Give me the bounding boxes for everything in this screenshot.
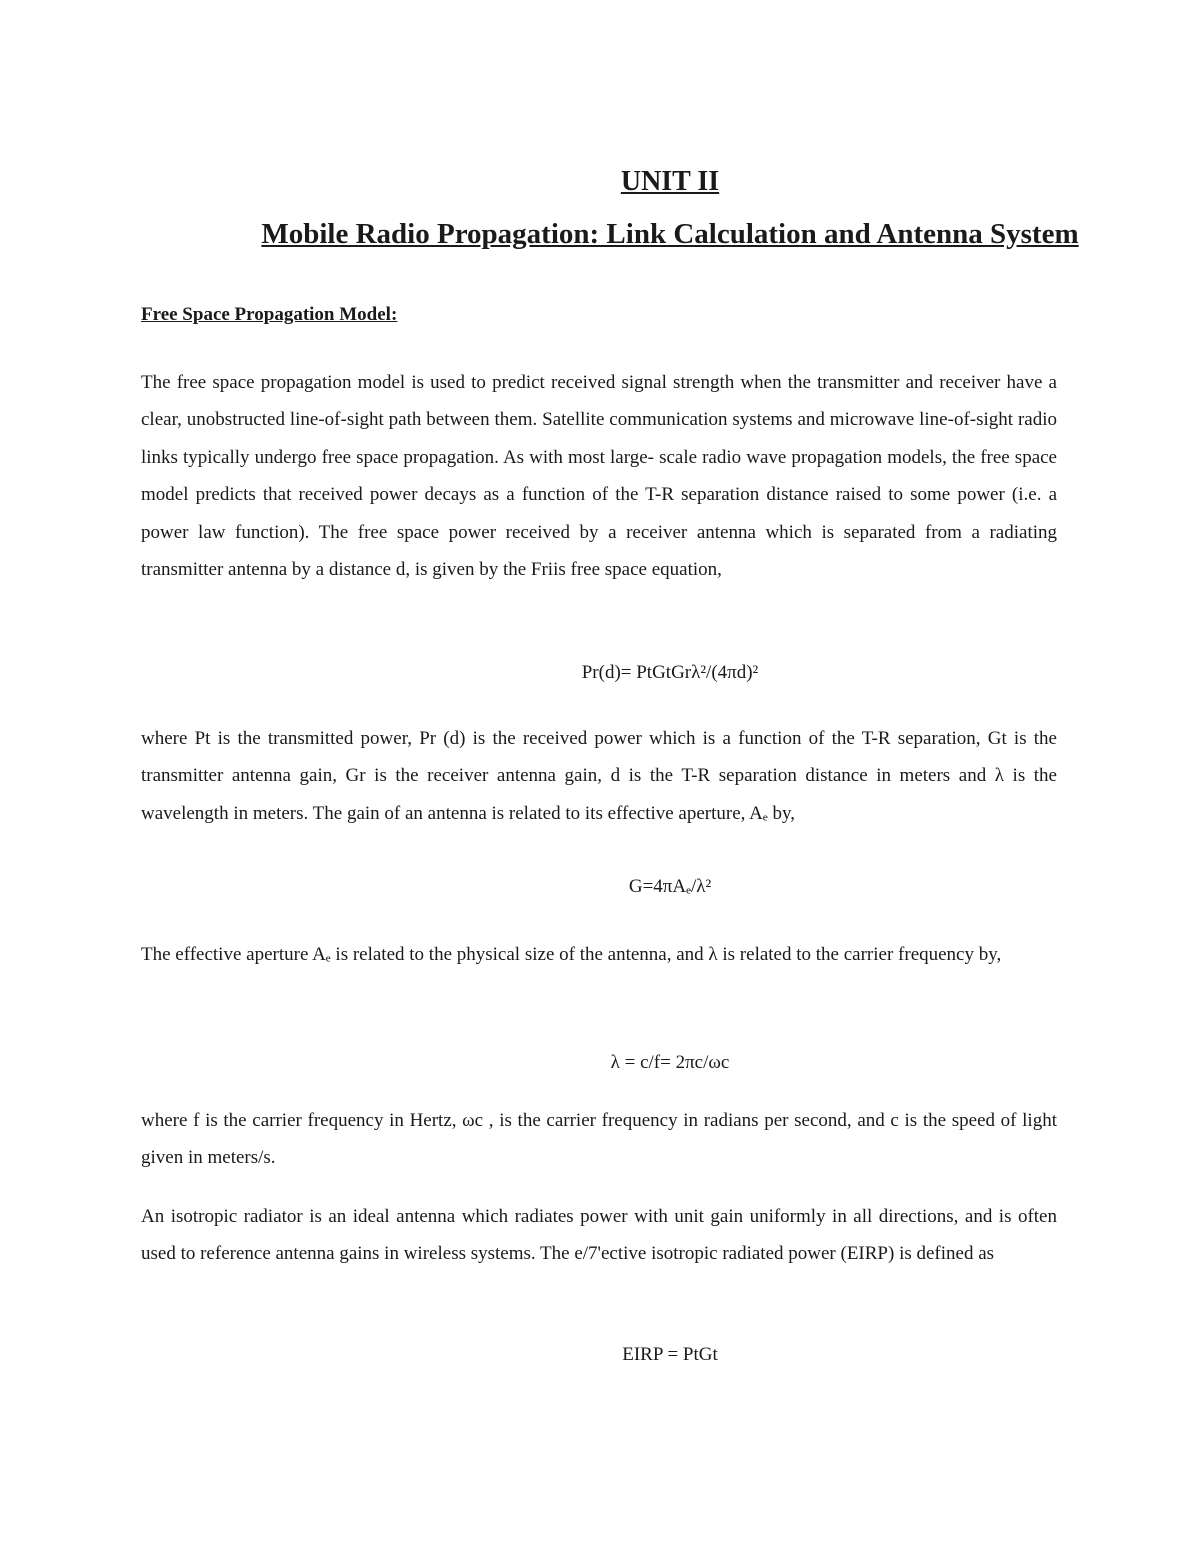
unit-title: UNIT II (620, 166, 720, 197)
paragraph-intro: The free space propagation model is used to predict received signal strength when the transmitter and receiver have a clear, unobstructed line-of-sight path between them. Satellite communication systems and microwave line-of-sight radio links typically undergo free space propagation. As with most large- scale radio wave propagation models, the free space model predicts that received power decays as a function of the T-R separation distance raised to some power (i.e. a power law function). The free space power received by a receiver antenna which is separated from a radiating transmitter antenna by a distance d, is given by the Friis free space equation, (141, 372, 1057, 581)
equation-gain: G=4πAₑ/λ² (628, 876, 712, 897)
equation-eirp: EIRP = PtGt (622, 1344, 718, 1365)
equation-wavelength: λ = c/f= 2πc/ωc (610, 1052, 730, 1073)
section-heading: Free Space Propagation Model: (141, 304, 398, 325)
paragraph-aperture: The effective aperture Aₑ is related to the physical size of the antenna, and λ is related to the carrier frequency by, (141, 944, 1002, 965)
paragraph-variables: where Pt is the transmitted power, Pr (d) is the received power which is a function of the T-R separation, Gt is the transmitter antenna gain, Gr is the receiver antenna gain, d is the T-R separation distance in meters and λ is the wavelength in meters. The gain of an antenna is related to its effective aperture, Aₑ by, (141, 728, 1057, 824)
paragraph-isotropic: An isotropic radiator is an ideal antenna which radiates power with unit gain uniformly in all directions, and is often used to reference antenna gains in wireless systems. The e/7'ective isotropic radiated power (EIRP) is defined as (141, 1206, 1057, 1265)
paragraph-frequency: where f is the carrier frequency in Hertz, ωc , is the carrier frequency in radians per second, and c is the speed of light given in meters/s. (141, 1110, 1057, 1169)
equation-friis: Pr(d)= PtGtGrλ²/(4πd)² (581, 662, 759, 683)
main-title: Mobile Radio Propagation: Link Calculation and Antenna System (261, 218, 1079, 250)
